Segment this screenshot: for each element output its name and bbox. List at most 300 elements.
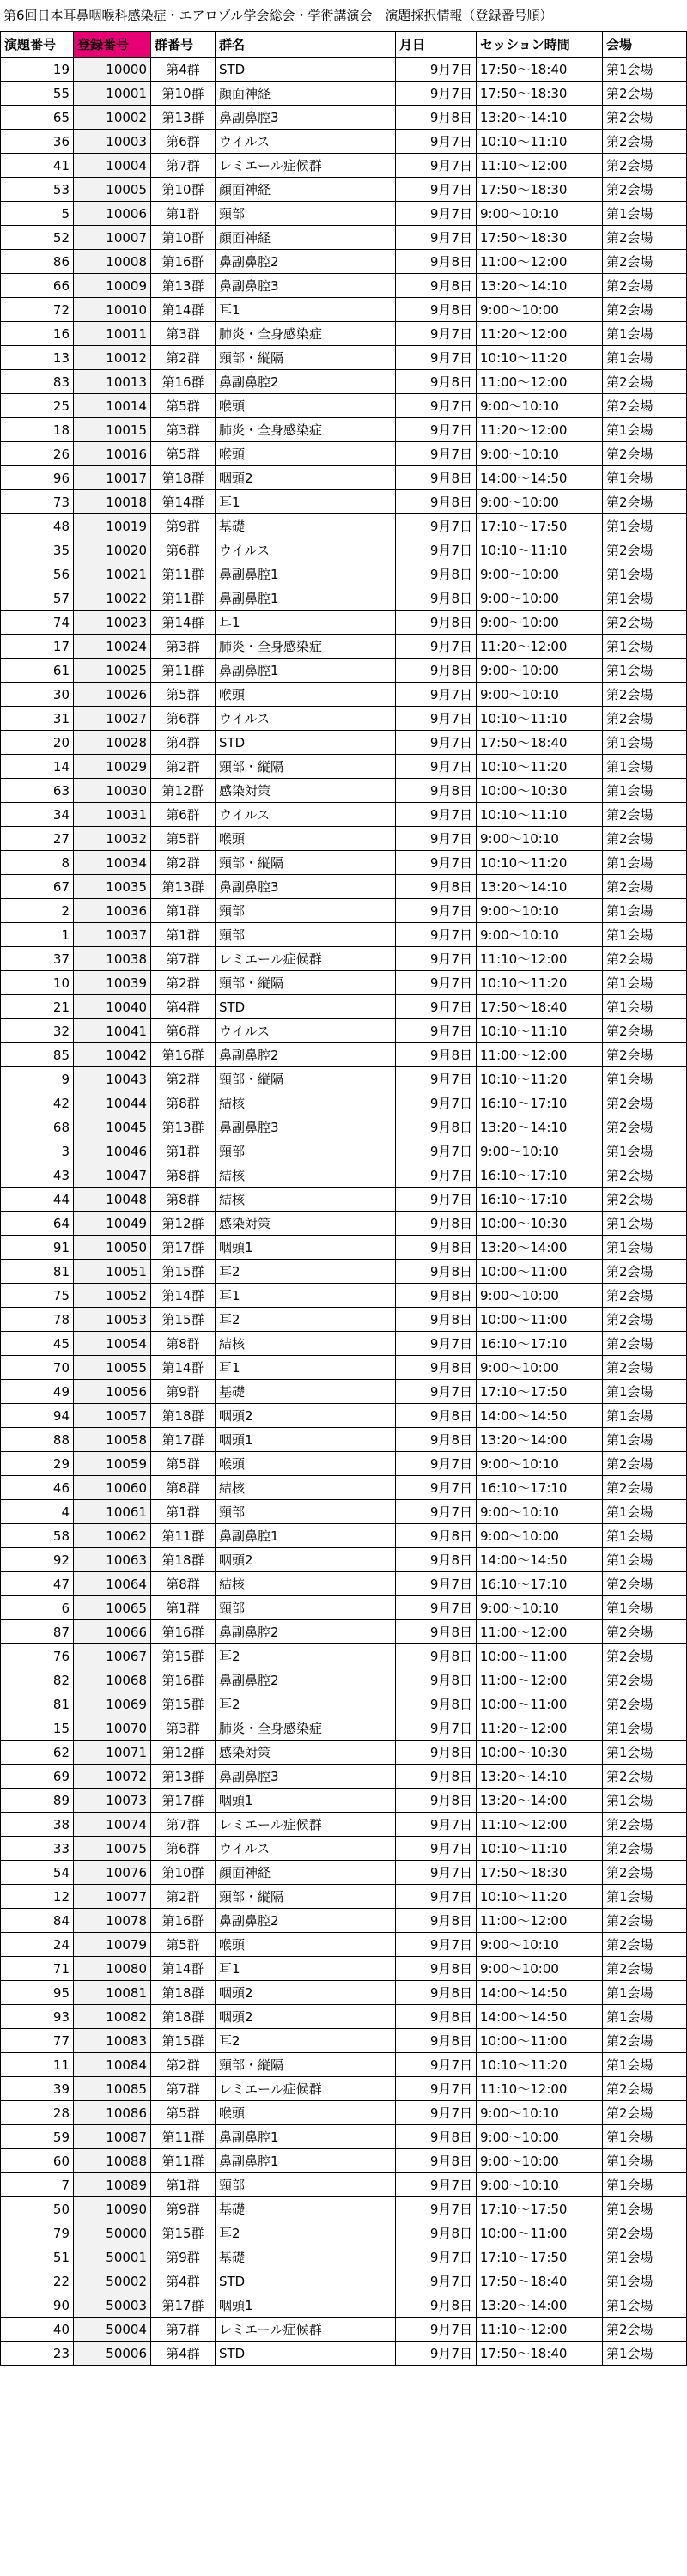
cell-group-number: 第14群 [151,611,216,635]
cell-abstract-number: 94 [1,1404,74,1428]
cell-group-number: 第4群 [151,995,216,1019]
cell-registration-number: 50003 [74,2293,151,2318]
cell-venue: 第1会場 [603,1139,687,1163]
cell-session-time: 10:00～10:30 [477,779,603,803]
cell-session-time: 10:10～11:20 [477,346,603,370]
cell-session-time: 9:00～10:10 [477,1139,603,1163]
cell-session-time: 11:00～12:00 [477,1620,603,1644]
cell-venue: 第2会場 [603,1019,687,1043]
cell-abstract-number: 77 [1,2029,74,2053]
cell-date: 9月8日 [396,2125,477,2149]
cell-date: 9月8日 [396,562,477,586]
cell-session-time: 17:10～17:50 [477,2197,603,2221]
cell-venue: 第1会場 [603,659,687,683]
cell-registration-number: 10055 [74,1356,151,1380]
cell-registration-number: 10001 [74,82,151,106]
cell-venue: 第2会場 [603,2029,687,2053]
cell-abstract-number: 12 [1,1885,74,1909]
cell-session-time: 11:00～12:00 [477,1909,603,1933]
cell-group-number: 第6群 [151,1019,216,1043]
cell-date: 9月7日 [396,1019,477,1043]
cell-group-name: 喉頭 [216,1933,396,1957]
cell-group-number: 第13群 [151,1115,216,1139]
cell-group-number: 第14群 [151,490,216,514]
cell-abstract-number: 36 [1,130,74,154]
table-row [1,1500,687,1524]
cell-venue: 第1会場 [603,346,687,370]
cell-registration-number: 10005 [74,178,151,202]
cell-date: 9月7日 [396,1163,477,1188]
cell-session-time: 11:20～12:00 [477,418,603,442]
cell-group-name: 肺炎・全身感染症 [216,418,396,442]
cell-date: 9月7日 [396,1500,477,1524]
cell-abstract-number: 95 [1,1981,74,2005]
cell-group-number: 第4群 [151,2342,216,2366]
cell-venue: 第1会場 [603,586,687,611]
cell-venue: 第1会場 [603,2197,687,2221]
cell-group-number: 第3群 [151,1716,216,1741]
cell-venue: 第2会場 [603,1620,687,1644]
cell-venue: 第2会場 [603,2101,687,2125]
cell-abstract-number: 9 [1,1067,74,1091]
cell-abstract-number: 60 [1,2149,74,2173]
cell-group-name: 鼻副鼻腔2 [216,1620,396,1644]
cell-session-time: 9:00～10:00 [477,562,603,586]
cell-session-time: 17:50～18:40 [477,58,603,82]
cell-group-name: 頸部 [216,923,396,947]
cell-venue: 第2会場 [603,1115,687,1139]
table-row [1,1644,687,1668]
cell-session-time: 9:00～10:10 [477,2101,603,2125]
cell-group-number: 第6群 [151,707,216,731]
cell-abstract-number: 82 [1,1668,74,1692]
cell-registration-number: 10065 [74,1596,151,1620]
cell-abstract-number: 19 [1,58,74,82]
cell-registration-number: 10047 [74,1163,151,1188]
table-row [1,1861,687,1885]
table-row [1,1933,687,1957]
cell-abstract-number: 90 [1,2293,74,2318]
cell-venue: 第2会場 [603,178,687,202]
cell-venue: 第1会場 [603,2293,687,2318]
cell-group-number: 第9群 [151,2197,216,2221]
cell-venue: 第2会場 [603,875,687,899]
cell-date: 9月8日 [396,1524,477,1548]
cell-date: 9月7日 [396,1885,477,1909]
cell-group-name: ウイルス [216,1837,396,1861]
cell-session-time: 17:50～18:40 [477,731,603,755]
cell-date: 9月8日 [396,1043,477,1067]
cell-registration-number: 10046 [74,1139,151,1163]
cell-abstract-number: 63 [1,779,74,803]
cell-session-time: 17:10～17:50 [477,514,603,538]
cell-session-time: 10:00～11:00 [477,1308,603,1332]
cell-session-time: 10:00～10:30 [477,1212,603,1236]
cell-group-name: 耳2 [216,1260,396,1284]
cell-abstract-number: 49 [1,1380,74,1404]
cell-group-number: 第16群 [151,1620,216,1644]
cell-date: 9月8日 [396,2005,477,2029]
cell-registration-number: 10088 [74,2149,151,2173]
cell-venue: 第2会場 [603,1356,687,1380]
cell-registration-number: 10039 [74,971,151,995]
cell-date: 9月8日 [396,1741,477,1765]
cell-registration-number: 10062 [74,1524,151,1548]
cell-abstract-number: 4 [1,1500,74,1524]
cell-session-time: 11:10～12:00 [477,947,603,971]
cell-session-time: 11:10～12:00 [477,2077,603,2101]
cell-registration-number: 10020 [74,538,151,562]
cell-group-name: 結核 [216,1188,396,1212]
table-row [1,1765,687,1789]
cell-abstract-number: 28 [1,2101,74,2125]
cell-abstract-number: 46 [1,1476,74,1500]
table-row [1,1692,687,1716]
cell-abstract-number: 86 [1,250,74,274]
cell-venue: 第2会場 [603,1668,687,1692]
cell-date: 9月7日 [396,538,477,562]
cell-venue: 第1会場 [603,2005,687,2029]
cell-registration-number: 10089 [74,2173,151,2197]
cell-session-time: 11:00～12:00 [477,370,603,394]
cell-abstract-number: 72 [1,298,74,322]
cell-venue: 第1会場 [603,899,687,923]
cell-group-name: 喉頭 [216,394,396,418]
cell-venue: 第2会場 [603,1332,687,1356]
cell-session-time: 9:00～10:10 [477,1933,603,1957]
cell-session-time: 11:20～12:00 [477,322,603,346]
cell-group-name: 耳2 [216,1308,396,1332]
cell-abstract-number: 66 [1,274,74,298]
table-row [1,1308,687,1332]
cell-group-number: 第14群 [151,298,216,322]
cell-session-time: 17:50～18:40 [477,2269,603,2293]
cell-group-number: 第15群 [151,1644,216,1668]
cell-session-time: 9:00～10:00 [477,1356,603,1380]
cell-group-name: レミエール症候群 [216,154,396,178]
cell-venue: 第1会場 [603,1981,687,2005]
cell-group-name: 結核 [216,1163,396,1188]
table-row [1,346,687,370]
table-row [1,2342,687,2366]
cell-abstract-number: 30 [1,683,74,707]
cell-venue: 第1会場 [603,418,687,442]
cell-registration-number: 10013 [74,370,151,394]
header-date: 月日 [396,32,477,58]
cell-abstract-number: 6 [1,1596,74,1620]
cell-abstract-number: 70 [1,1356,74,1380]
cell-group-name: 結核 [216,1332,396,1356]
cell-date: 9月7日 [396,2342,477,2366]
cell-group-number: 第17群 [151,2293,216,2318]
table-row [1,1236,687,1260]
cell-registration-number: 10071 [74,1741,151,1765]
cell-venue: 第2会場 [603,1644,687,1668]
cell-registration-number: 10024 [74,635,151,659]
cell-venue: 第2会場 [603,538,687,562]
cell-date: 9月7日 [396,2318,477,2342]
cell-group-name: レミエール症候群 [216,947,396,971]
cell-group-name: 鼻副鼻腔1 [216,659,396,683]
cell-session-time: 9:00～10:00 [477,1524,603,1548]
cell-date: 9月8日 [396,2221,477,2245]
cell-group-number: 第11群 [151,586,216,611]
cell-session-time: 14:00～14:50 [477,1981,603,2005]
cell-abstract-number: 44 [1,1188,74,1212]
cell-registration-number: 10030 [74,779,151,803]
table-row [1,1356,687,1380]
cell-abstract-number: 91 [1,1236,74,1260]
cell-venue: 第1会場 [603,2149,687,2173]
cell-group-name: 耳1 [216,611,396,635]
cell-session-time: 10:10～11:10 [477,538,603,562]
cell-session-time: 9:00～10:00 [477,1284,603,1308]
cell-group-name: STD [216,2269,396,2293]
cell-group-number: 第6群 [151,803,216,827]
cell-registration-number: 10044 [74,1091,151,1115]
cell-group-number: 第7群 [151,2318,216,2342]
cell-session-time: 9:00～10:10 [477,442,603,466]
cell-group-name: STD [216,731,396,755]
cell-session-time: 10:00～11:00 [477,1692,603,1716]
cell-group-name: 咽頭2 [216,1981,396,2005]
cell-session-time: 10:10～11:10 [477,707,603,731]
table-row [1,1789,687,1813]
cell-date: 9月8日 [396,1308,477,1332]
cell-venue: 第2会場 [603,947,687,971]
cell-group-name: 咽頭1 [216,2293,396,2318]
table-row [1,2053,687,2077]
table-row [1,2269,687,2293]
cell-group-number: 第11群 [151,1524,216,1548]
cell-abstract-number: 8 [1,851,74,875]
cell-registration-number: 10087 [74,2125,151,2149]
cell-registration-number: 10051 [74,1260,151,1284]
cell-venue: 第2会場 [603,2318,687,2342]
cell-group-name: 頸部・縦隔 [216,1885,396,1909]
cell-session-time: 9:00～10:10 [477,2173,603,2197]
cell-group-number: 第12群 [151,1212,216,1236]
cell-group-name: 咽頭2 [216,1548,396,1572]
cell-registration-number: 10076 [74,1861,151,1885]
cell-session-time: 16:10～17:10 [477,1188,603,1212]
cell-group-number: 第10群 [151,178,216,202]
cell-venue: 第2会場 [603,1188,687,1212]
cell-abstract-number: 92 [1,1548,74,1572]
cell-group-name: 鼻副鼻腔1 [216,1524,396,1548]
table-row [1,442,687,466]
cell-group-name: 頸部・縦隔 [216,755,396,779]
cell-venue: 第1会場 [603,995,687,1019]
cell-date: 9月7日 [396,731,477,755]
cell-abstract-number: 56 [1,562,74,586]
cell-abstract-number: 57 [1,586,74,611]
cell-group-number: 第13群 [151,106,216,130]
table-row [1,1476,687,1500]
table-row [1,971,687,995]
table-row [1,58,687,82]
cell-venue: 第1会場 [603,202,687,226]
cell-group-number: 第5群 [151,442,216,466]
cell-abstract-number: 42 [1,1091,74,1115]
cell-group-number: 第9群 [151,2245,216,2269]
cell-group-number: 第8群 [151,1476,216,1500]
cell-group-number: 第10群 [151,226,216,250]
cell-session-time: 17:10～17:50 [477,1380,603,1404]
table-row [1,1813,687,1837]
cell-group-number: 第4群 [151,2269,216,2293]
cell-group-name: 頸部・縦隔 [216,346,396,370]
table-row [1,947,687,971]
cell-group-name: 鼻副鼻腔3 [216,1115,396,1139]
table-row [1,1139,687,1163]
table-body [1,58,687,2366]
cell-group-name: 鼻副鼻腔1 [216,2125,396,2149]
cell-venue: 第2会場 [603,370,687,394]
cell-venue: 第2会場 [603,442,687,466]
cell-date: 9月7日 [396,1139,477,1163]
cell-registration-number: 10017 [74,466,151,490]
cell-group-number: 第2群 [151,971,216,995]
table-row [1,875,687,899]
cell-registration-number: 10008 [74,250,151,274]
cell-registration-number: 10084 [74,2053,151,2077]
cell-date: 9月8日 [396,1115,477,1139]
cell-group-number: 第3群 [151,635,216,659]
cell-session-time: 13:20～14:00 [477,2293,603,2318]
table-row [1,202,687,226]
cell-venue: 第2会場 [603,683,687,707]
cell-date: 9月7日 [396,514,477,538]
cell-group-name: 頸部 [216,2173,396,2197]
cell-group-name: ウイルス [216,1019,396,1043]
cell-date: 9月7日 [396,1476,477,1500]
cell-abstract-number: 17 [1,635,74,659]
table-row [1,394,687,418]
table-row [1,1212,687,1236]
cell-venue: 第1会場 [603,1789,687,1813]
cell-registration-number: 10072 [74,1765,151,1789]
cell-abstract-number: 43 [1,1163,74,1188]
cell-session-time: 10:10～11:20 [477,1885,603,1909]
cell-group-number: 第4群 [151,58,216,82]
cell-session-time: 10:10～11:20 [477,1067,603,1091]
cell-venue: 第1会場 [603,1404,687,1428]
cell-registration-number: 50002 [74,2269,151,2293]
cell-date: 9月8日 [396,1356,477,1380]
cell-registration-number: 10042 [74,1043,151,1067]
cell-session-time: 17:50～18:30 [477,178,603,202]
cell-group-number: 第11群 [151,2125,216,2149]
cell-registration-number: 10053 [74,1308,151,1332]
table-row [1,1548,687,1572]
cell-group-name: 喉頭 [216,683,396,707]
table-row [1,1596,687,1620]
cell-group-number: 第18群 [151,1548,216,1572]
cell-venue: 第2会場 [603,1572,687,1596]
table-row [1,1115,687,1139]
cell-abstract-number: 64 [1,1212,74,1236]
cell-group-number: 第8群 [151,1572,216,1596]
cell-date: 9月8日 [396,1260,477,1284]
cell-registration-number: 10075 [74,1837,151,1861]
cell-session-time: 9:00～10:10 [477,1500,603,1524]
table-row [1,2197,687,2221]
table-row [1,1428,687,1452]
cell-group-number: 第2群 [151,2053,216,2077]
cell-date: 9月8日 [396,1981,477,2005]
cell-venue: 第2会場 [603,1308,687,1332]
cell-abstract-number: 33 [1,1837,74,1861]
cell-session-time: 9:00～10:10 [477,1596,603,1620]
cell-abstract-number: 78 [1,1308,74,1332]
cell-abstract-number: 62 [1,1741,74,1765]
cell-abstract-number: 37 [1,947,74,971]
cell-group-name: 顔面神経 [216,226,396,250]
cell-venue: 第2会場 [603,2077,687,2101]
cell-date: 9月7日 [396,1837,477,1861]
cell-venue: 第2会場 [603,490,687,514]
table-row [1,1452,687,1476]
cell-session-time: 9:00～10:10 [477,394,603,418]
table-row [1,1188,687,1212]
table-row [1,1837,687,1861]
cell-group-name: 鼻副鼻腔1 [216,586,396,611]
cell-group-name: 鼻副鼻腔3 [216,274,396,298]
table-row [1,1260,687,1284]
cell-abstract-number: 84 [1,1909,74,1933]
cell-abstract-number: 50 [1,2197,74,2221]
cell-group-name: 鼻副鼻腔1 [216,2149,396,2173]
cell-session-time: 13:20～14:00 [477,1236,603,1260]
cell-date: 9月7日 [396,2269,477,2293]
cell-registration-number: 10090 [74,2197,151,2221]
cell-group-name: 鼻副鼻腔3 [216,106,396,130]
cell-registration-number: 50001 [74,2245,151,2269]
cell-date: 9月7日 [396,442,477,466]
cell-date: 9月7日 [396,995,477,1019]
cell-abstract-number: 51 [1,2245,74,2269]
cell-abstract-number: 18 [1,418,74,442]
cell-date: 9月8日 [396,1909,477,1933]
cell-session-time: 10:10～11:20 [477,971,603,995]
cell-venue: 第2会場 [603,1476,687,1500]
cell-date: 9月8日 [396,2293,477,2318]
cell-date: 9月7日 [396,82,477,106]
cell-registration-number: 10074 [74,1813,151,1837]
cell-date: 9月7日 [396,1188,477,1212]
cell-group-name: 頸部 [216,1139,396,1163]
cell-registration-number: 10082 [74,2005,151,2029]
cell-group-number: 第13群 [151,274,216,298]
cell-session-time: 17:10～17:50 [477,2245,603,2269]
cell-session-time: 10:10～11:10 [477,1837,603,1861]
cell-registration-number: 10015 [74,418,151,442]
cell-session-time: 11:00～12:00 [477,1043,603,1067]
cell-group-name: 頸部・縦隔 [216,2053,396,2077]
cell-abstract-number: 3 [1,1139,74,1163]
cell-venue: 第1会場 [603,1236,687,1260]
cell-date: 9月8日 [396,779,477,803]
cell-registration-number: 10064 [74,1572,151,1596]
cell-abstract-number: 48 [1,514,74,538]
cell-session-time: 10:00～11:00 [477,2029,603,2053]
cell-session-time: 14:00～14:50 [477,466,603,490]
cell-group-number: 第1群 [151,1139,216,1163]
cell-group-name: 頸部 [216,899,396,923]
table-row [1,2245,687,2269]
cell-date: 9月7日 [396,1452,477,1476]
